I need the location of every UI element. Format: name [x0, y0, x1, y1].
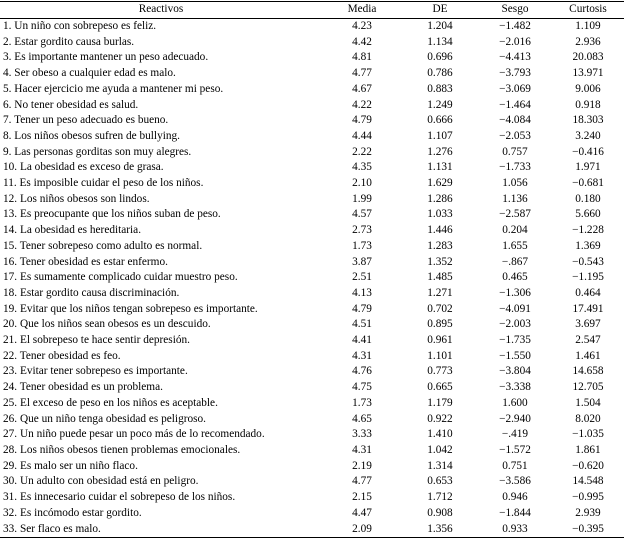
- table-body: [0, 19, 624, 538]
- sesgo-value: −1.306: [499, 286, 531, 299]
- de-value: 1.033: [427, 208, 453, 221]
- media-value: 3.87: [352, 255, 372, 268]
- sesgo-value: 0.751: [502, 459, 528, 472]
- media-value: 4.79: [352, 114, 372, 127]
- sesgo-value: −4.084: [499, 114, 531, 127]
- media-value: 4.42: [352, 35, 372, 48]
- item-text: 14. La obesidad es hereditaria.: [3, 224, 142, 237]
- table-row: [0, 66, 624, 82]
- curtosis-value: 1.504: [575, 396, 601, 409]
- sesgo-value: −3.586: [499, 475, 531, 488]
- media-value: 4.79: [352, 302, 372, 315]
- sesgo-value: −.867: [501, 255, 529, 268]
- table-row: [0, 35, 624, 51]
- curtosis-value: 5.660: [575, 208, 601, 221]
- curtosis-value: 14.658: [572, 365, 604, 378]
- media-value: 4.51: [352, 318, 372, 331]
- de-value: 1.712: [427, 491, 453, 504]
- media-value: 2.51: [352, 271, 372, 284]
- sesgo-value: 0.204: [502, 224, 528, 237]
- media-value: 2.73: [352, 224, 372, 237]
- curtosis-value: 3.697: [575, 318, 601, 331]
- sesgo-value: −4.091: [499, 302, 531, 315]
- de-value: 1.101: [427, 349, 453, 362]
- table-row: [0, 129, 624, 145]
- item-text: 20. Que los niños sean obesos es un descuido.: [3, 318, 211, 331]
- sesgo-value: −4.413: [499, 51, 531, 64]
- curtosis-value: 2.939: [575, 506, 601, 519]
- de-value: 1.286: [427, 192, 453, 205]
- de-value: 1.271: [427, 286, 453, 299]
- item-text: 4. Ser obeso a cualquier edad es malo.: [3, 67, 176, 80]
- curtosis-value: 1.369: [575, 239, 601, 252]
- header-reactivos: Reactivos: [0, 2, 322, 19]
- sesgo-value: −3.793: [499, 67, 531, 80]
- de-value: 0.961: [427, 334, 453, 347]
- item-text: 2. Estar gordito causa burlas.: [3, 35, 135, 48]
- table-row: [0, 50, 624, 66]
- sesgo-value: 1.056: [502, 177, 528, 190]
- media-value: 3.33: [352, 428, 372, 441]
- de-value: 0.653: [427, 475, 453, 488]
- media-value: 4.81: [352, 51, 372, 64]
- sesgo-value: −1.464: [499, 98, 531, 111]
- table-row: [0, 239, 624, 255]
- table-row: [0, 380, 624, 396]
- item-text: 9. Las personas gorditas son muy alegres.: [3, 145, 192, 158]
- media-value: 4.44: [352, 129, 372, 142]
- sesgo-value: −3.338: [499, 381, 531, 394]
- media-value: 4.57: [352, 208, 372, 221]
- item-text: 28. Los niños obesos tienen problemas emocionales.: [3, 443, 241, 456]
- table-row: [0, 302, 624, 318]
- curtosis-value: 2.936: [575, 35, 601, 48]
- de-value: 1.446: [427, 224, 453, 237]
- item-text: 1. Un niño con sobrepeso es feliz.: [3, 20, 157, 32]
- de-value: 0.665: [427, 381, 453, 394]
- table-row: [0, 427, 624, 443]
- sesgo-value: −2.053: [499, 129, 531, 142]
- media-value: 2.10: [352, 177, 372, 190]
- sesgo-value: −2.003: [499, 318, 531, 331]
- item-text: 27. Un niño puede pesar un poco más de lo recomendado.: [3, 428, 265, 441]
- media-value: 4.47: [352, 506, 372, 519]
- item-text: 25. El exceso de peso en los niños es aceptable.: [3, 396, 218, 409]
- item-text: 3. Es importante mantener un peso adecuado.: [3, 51, 209, 64]
- media-value: 4.35: [352, 161, 372, 174]
- item-text: 22. Tener obesidad es feo.: [3, 349, 121, 362]
- table-header-row: [0, 2, 624, 19]
- media-value: 4.75: [352, 381, 372, 394]
- table-row: [0, 317, 624, 333]
- de-value: 0.883: [427, 82, 453, 95]
- curtosis-value: −0.681: [572, 177, 604, 190]
- item-text: 29. Es malo ser un niño flaco.: [3, 459, 138, 472]
- header-sesgo: Sesgo: [478, 2, 552, 19]
- sesgo-value: 1.655: [502, 239, 528, 252]
- media-value: 2.15: [352, 491, 372, 504]
- curtosis-value: 17.491: [572, 302, 604, 315]
- table-row: [0, 286, 624, 302]
- media-value: 4.67: [352, 82, 372, 95]
- de-value: 0.696: [427, 51, 453, 64]
- sesgo-value: −1.572: [499, 443, 531, 456]
- table-row: [0, 113, 624, 129]
- curtosis-value: 0.464: [575, 286, 601, 299]
- de-value: 1.134: [427, 35, 453, 48]
- curtosis-value: 8.020: [575, 412, 601, 425]
- sesgo-value: −3.069: [499, 82, 531, 95]
- sesgo-value: −2.016: [499, 35, 531, 48]
- de-value: 0.922: [427, 412, 453, 425]
- media-value: 4.76: [352, 365, 372, 378]
- sesgo-value: −2.940: [499, 412, 531, 425]
- table-row: [0, 270, 624, 286]
- table-row: [0, 412, 624, 428]
- de-value: 0.773: [427, 365, 453, 378]
- curtosis-value: 18.303: [572, 114, 604, 127]
- curtosis-value: −0.543: [572, 255, 604, 268]
- curtosis-value: −0.395: [552, 522, 624, 538]
- table-row: [0, 443, 624, 459]
- item-text: 13. Es preocupante que los niños suban de peso.: [3, 208, 221, 221]
- media-value: 2.22: [352, 145, 372, 158]
- de-value: 1.204: [427, 20, 453, 32]
- curtosis-value: 0.918: [575, 98, 601, 111]
- media-value: 4.22: [352, 98, 372, 111]
- table-row: [0, 255, 624, 271]
- curtosis-value: 1.971: [575, 161, 601, 174]
- table-row: [0, 176, 624, 192]
- sesgo-value: −1.733: [499, 161, 531, 174]
- curtosis-value: −0.995: [572, 491, 604, 504]
- sesgo-value: 0.946: [502, 491, 528, 504]
- item-text: 30. Un adulto con obesidad está en peligro.: [3, 475, 199, 488]
- item-text: 8. Los niños obesos sufren de bullying.: [3, 129, 180, 142]
- de-value: 1.042: [427, 443, 453, 456]
- item-text: 17. Es sumamente complicado cuidar muestro peso.: [3, 271, 238, 284]
- item-text: 33. Ser flaco es malo.: [0, 522, 322, 538]
- de-value: 1.179: [427, 396, 453, 409]
- sesgo-value: 1.136: [502, 192, 528, 205]
- de-value: 1.356: [402, 522, 478, 538]
- table-row: [0, 364, 624, 380]
- item-text: 16. Tener obesidad es estar enfermo.: [3, 255, 168, 268]
- de-value: 1.283: [427, 239, 453, 252]
- table-row: [0, 522, 624, 538]
- item-text: 19. Evitar que los niños tengan sobrepeso es importante.: [3, 302, 258, 315]
- media-value: 4.41: [352, 334, 372, 347]
- sesgo-value: 1.600: [502, 396, 528, 409]
- table-row: [0, 333, 624, 349]
- table-row: [0, 207, 624, 223]
- table-row: [0, 349, 624, 365]
- table-row: [0, 98, 624, 114]
- table-row: [0, 474, 624, 490]
- media-value: 4.65: [352, 412, 372, 425]
- curtosis-value: 9.006: [575, 82, 601, 95]
- de-value: 1.276: [427, 145, 453, 158]
- item-text: 23. Evitar tener sobrepeso es importante.: [3, 365, 188, 378]
- item-text: 26. Que un niño tenga obesidad es peligroso.: [3, 412, 206, 425]
- sesgo-value: −1.550: [499, 349, 531, 362]
- table-row: [0, 490, 624, 506]
- de-value: 0.895: [427, 318, 453, 331]
- sesgo-value: −1.844: [499, 506, 531, 519]
- table-row: [0, 192, 624, 208]
- media-value: 2.09: [322, 522, 402, 538]
- item-text: 24. Tener obesidad es un problema.: [3, 381, 163, 394]
- curtosis-value: 2.547: [575, 334, 601, 347]
- de-value: 1.629: [427, 177, 453, 190]
- item-text: 18. Estar gordito causa discriminación.: [3, 286, 180, 299]
- item-text: 7. Tener un peso adecuado es bueno.: [3, 114, 169, 127]
- curtosis-value: −1.035: [572, 428, 604, 441]
- media-value: 4.77: [352, 475, 372, 488]
- curtosis-value: −1.195: [572, 271, 604, 284]
- item-text: 11. Es imposible cuidar el peso de los niños.: [3, 177, 204, 190]
- media-value: 4.31: [352, 349, 372, 362]
- sesgo-value: −3.804: [499, 365, 531, 378]
- item-text: 31. Es innecesario cuidar el sobrepeso de los niños.: [3, 491, 236, 504]
- header-curtosis: Curtosis: [552, 2, 624, 19]
- de-value: 0.666: [427, 114, 453, 127]
- table-row: [0, 396, 624, 412]
- sesgo-value: 0.757: [502, 145, 528, 158]
- curtosis-value: 0.180: [575, 192, 601, 205]
- curtosis-value: 1.461: [575, 349, 601, 362]
- de-value: 1.410: [427, 428, 453, 441]
- item-text: 15. Tener sobrepeso como adulto es normal.: [3, 239, 203, 252]
- table-row: [0, 160, 624, 176]
- de-value: 0.908: [427, 506, 453, 519]
- de-value: 0.702: [427, 302, 453, 315]
- curtosis-value: 13.971: [572, 67, 604, 80]
- sesgo-value: 0.933: [478, 522, 552, 538]
- media-value: 1.73: [352, 396, 372, 409]
- item-text: 12. Los niños obesos son lindos.: [3, 192, 150, 205]
- sesgo-value: −.419: [501, 428, 529, 441]
- media-value: 4.23: [352, 20, 372, 32]
- curtosis-value: 14.548: [572, 475, 604, 488]
- curtosis-value: −0.416: [572, 145, 604, 158]
- curtosis-value: −1.228: [572, 224, 604, 237]
- header-de: DE: [402, 2, 478, 19]
- table-row: [0, 223, 624, 239]
- curtosis-value: 3.240: [575, 129, 601, 142]
- media-value: 4.13: [352, 286, 372, 299]
- media-value: 1.73: [352, 239, 372, 252]
- table-row: [0, 19, 624, 35]
- sesgo-value: 0.465: [502, 271, 528, 284]
- de-value: 0.786: [427, 67, 453, 80]
- sesgo-value: −1.735: [499, 334, 531, 347]
- sesgo-value: −2.587: [499, 208, 531, 221]
- curtosis-value: 1.109: [575, 20, 601, 32]
- item-text: 5. Hacer ejercicio me ayuda a mantener mi peso.: [3, 82, 224, 95]
- item-text: 32. Es incómodo estar gordito.: [3, 506, 142, 519]
- item-text: 6. No tener obesidad es salud.: [3, 98, 139, 111]
- de-value: 1.352: [427, 255, 453, 268]
- curtosis-value: 12.705: [572, 381, 604, 394]
- media-value: 1.99: [352, 192, 372, 205]
- de-value: 1.131: [427, 161, 453, 174]
- de-value: 1.314: [427, 459, 453, 472]
- curtosis-value: 1.861: [575, 443, 601, 456]
- de-value: 1.249: [427, 98, 453, 111]
- descriptive-statistics-table: [0, 1, 624, 538]
- de-value: 1.485: [427, 271, 453, 284]
- media-value: 4.31: [352, 443, 372, 456]
- de-value: 1.107: [427, 129, 453, 142]
- table-row: [0, 145, 624, 161]
- curtosis-value: −0.620: [572, 459, 604, 472]
- media-value: 2.19: [352, 459, 372, 472]
- table-row: [0, 82, 624, 98]
- table-row: [0, 506, 624, 522]
- table-row: [0, 459, 624, 475]
- item-text: 21. El sobrepeso te hace sentir depresión.: [3, 334, 190, 347]
- curtosis-value: 20.083: [572, 51, 604, 64]
- item-text: 10. La obesidad es exceso de grasa.: [3, 161, 164, 174]
- header-media: Media: [322, 2, 402, 19]
- media-value: 4.77: [352, 67, 372, 80]
- sesgo-value: −1.482: [499, 20, 531, 32]
